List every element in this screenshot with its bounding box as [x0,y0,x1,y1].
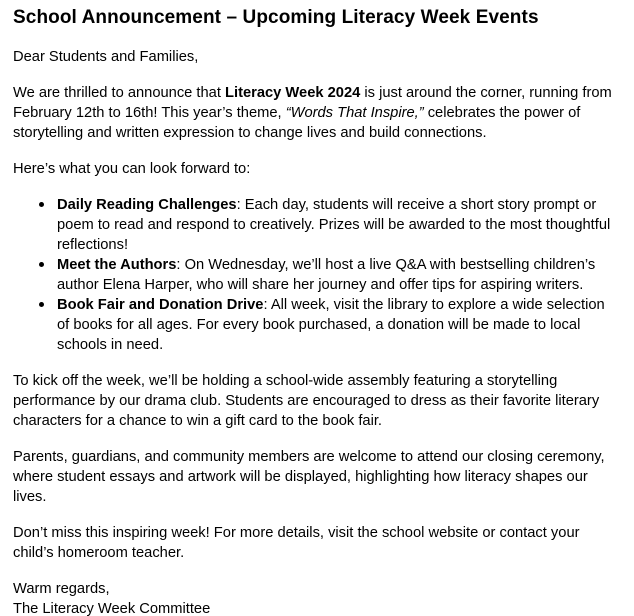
list-item-label: Daily Reading Challenges [57,197,237,213]
list-item-text: : All week, visit the library to explore a wide selection of books for all ages. For every book purchased, a donation will be made to local schools in need. [57,297,605,353]
bullet-icon [39,262,44,267]
intro-bold-literacy-week: Literacy Week 2024 [225,85,361,101]
bullet-icon [39,202,44,207]
list-item-label: Meet the Authors [57,257,177,273]
events-list [13,195,621,355]
paragraph-closing-ceremony: Parents, guardians, and community members are welcome to attend our closing ceremony, where student essays and artwork will be displayed, highlighting how literacy shapes our lives. [13,449,605,505]
intro-paragraph [13,83,621,143]
paragraph-more-details: Don’t miss this inspiring week! For more details, visit the school website or contact your child’s homeroom teacher. [13,525,580,561]
list-item-meet-authors [13,255,621,295]
salutation: Dear Students and Families, [13,49,199,65]
intro-text-mid: is just around the corner, running from February 12th to 16th! This year’s theme, [13,85,612,121]
bullet-icon [39,302,44,307]
list-item-book-fair [13,295,621,355]
intro-italic-theme: “Words That Inspire,” [285,105,424,121]
signature-committee: The Literacy Week Committee [13,601,211,616]
list-intro: Here’s what you can look forward to: [13,161,251,177]
list-item-daily-reading [13,195,621,255]
list-item-label: Book Fair and Donation Drive [57,297,264,313]
paragraph-kickoff: To kick off the week, we’ll be holding a school-wide assembly featuring a storytelling performance by our drama club. Students are encouraged to dress as their favorite literary characters for a chance to win a gift card to the book fair. [13,373,600,429]
intro-text-pre: We are thrilled to announce that [13,85,226,101]
list-item-text: : On Wednesday, we’ll host a live Q&A with bestselling children’s author Elena Harper, who will share her journey and offer tips for aspiring writers. [57,257,596,293]
signature-block [13,579,621,616]
intro-text-post: celebrates the power of storytelling and written expression to change lives and build connections. [13,105,581,141]
list-item-text: : Each day, students will receive a short story prompt or poem to read and respond to creatively. Prizes will be awarded to the most thoughtful reflections! [57,197,611,253]
signature-warm-regards: Warm regards, [13,581,110,597]
document-title: School Announcement – Upcoming Literacy Week Events [13,7,539,28]
